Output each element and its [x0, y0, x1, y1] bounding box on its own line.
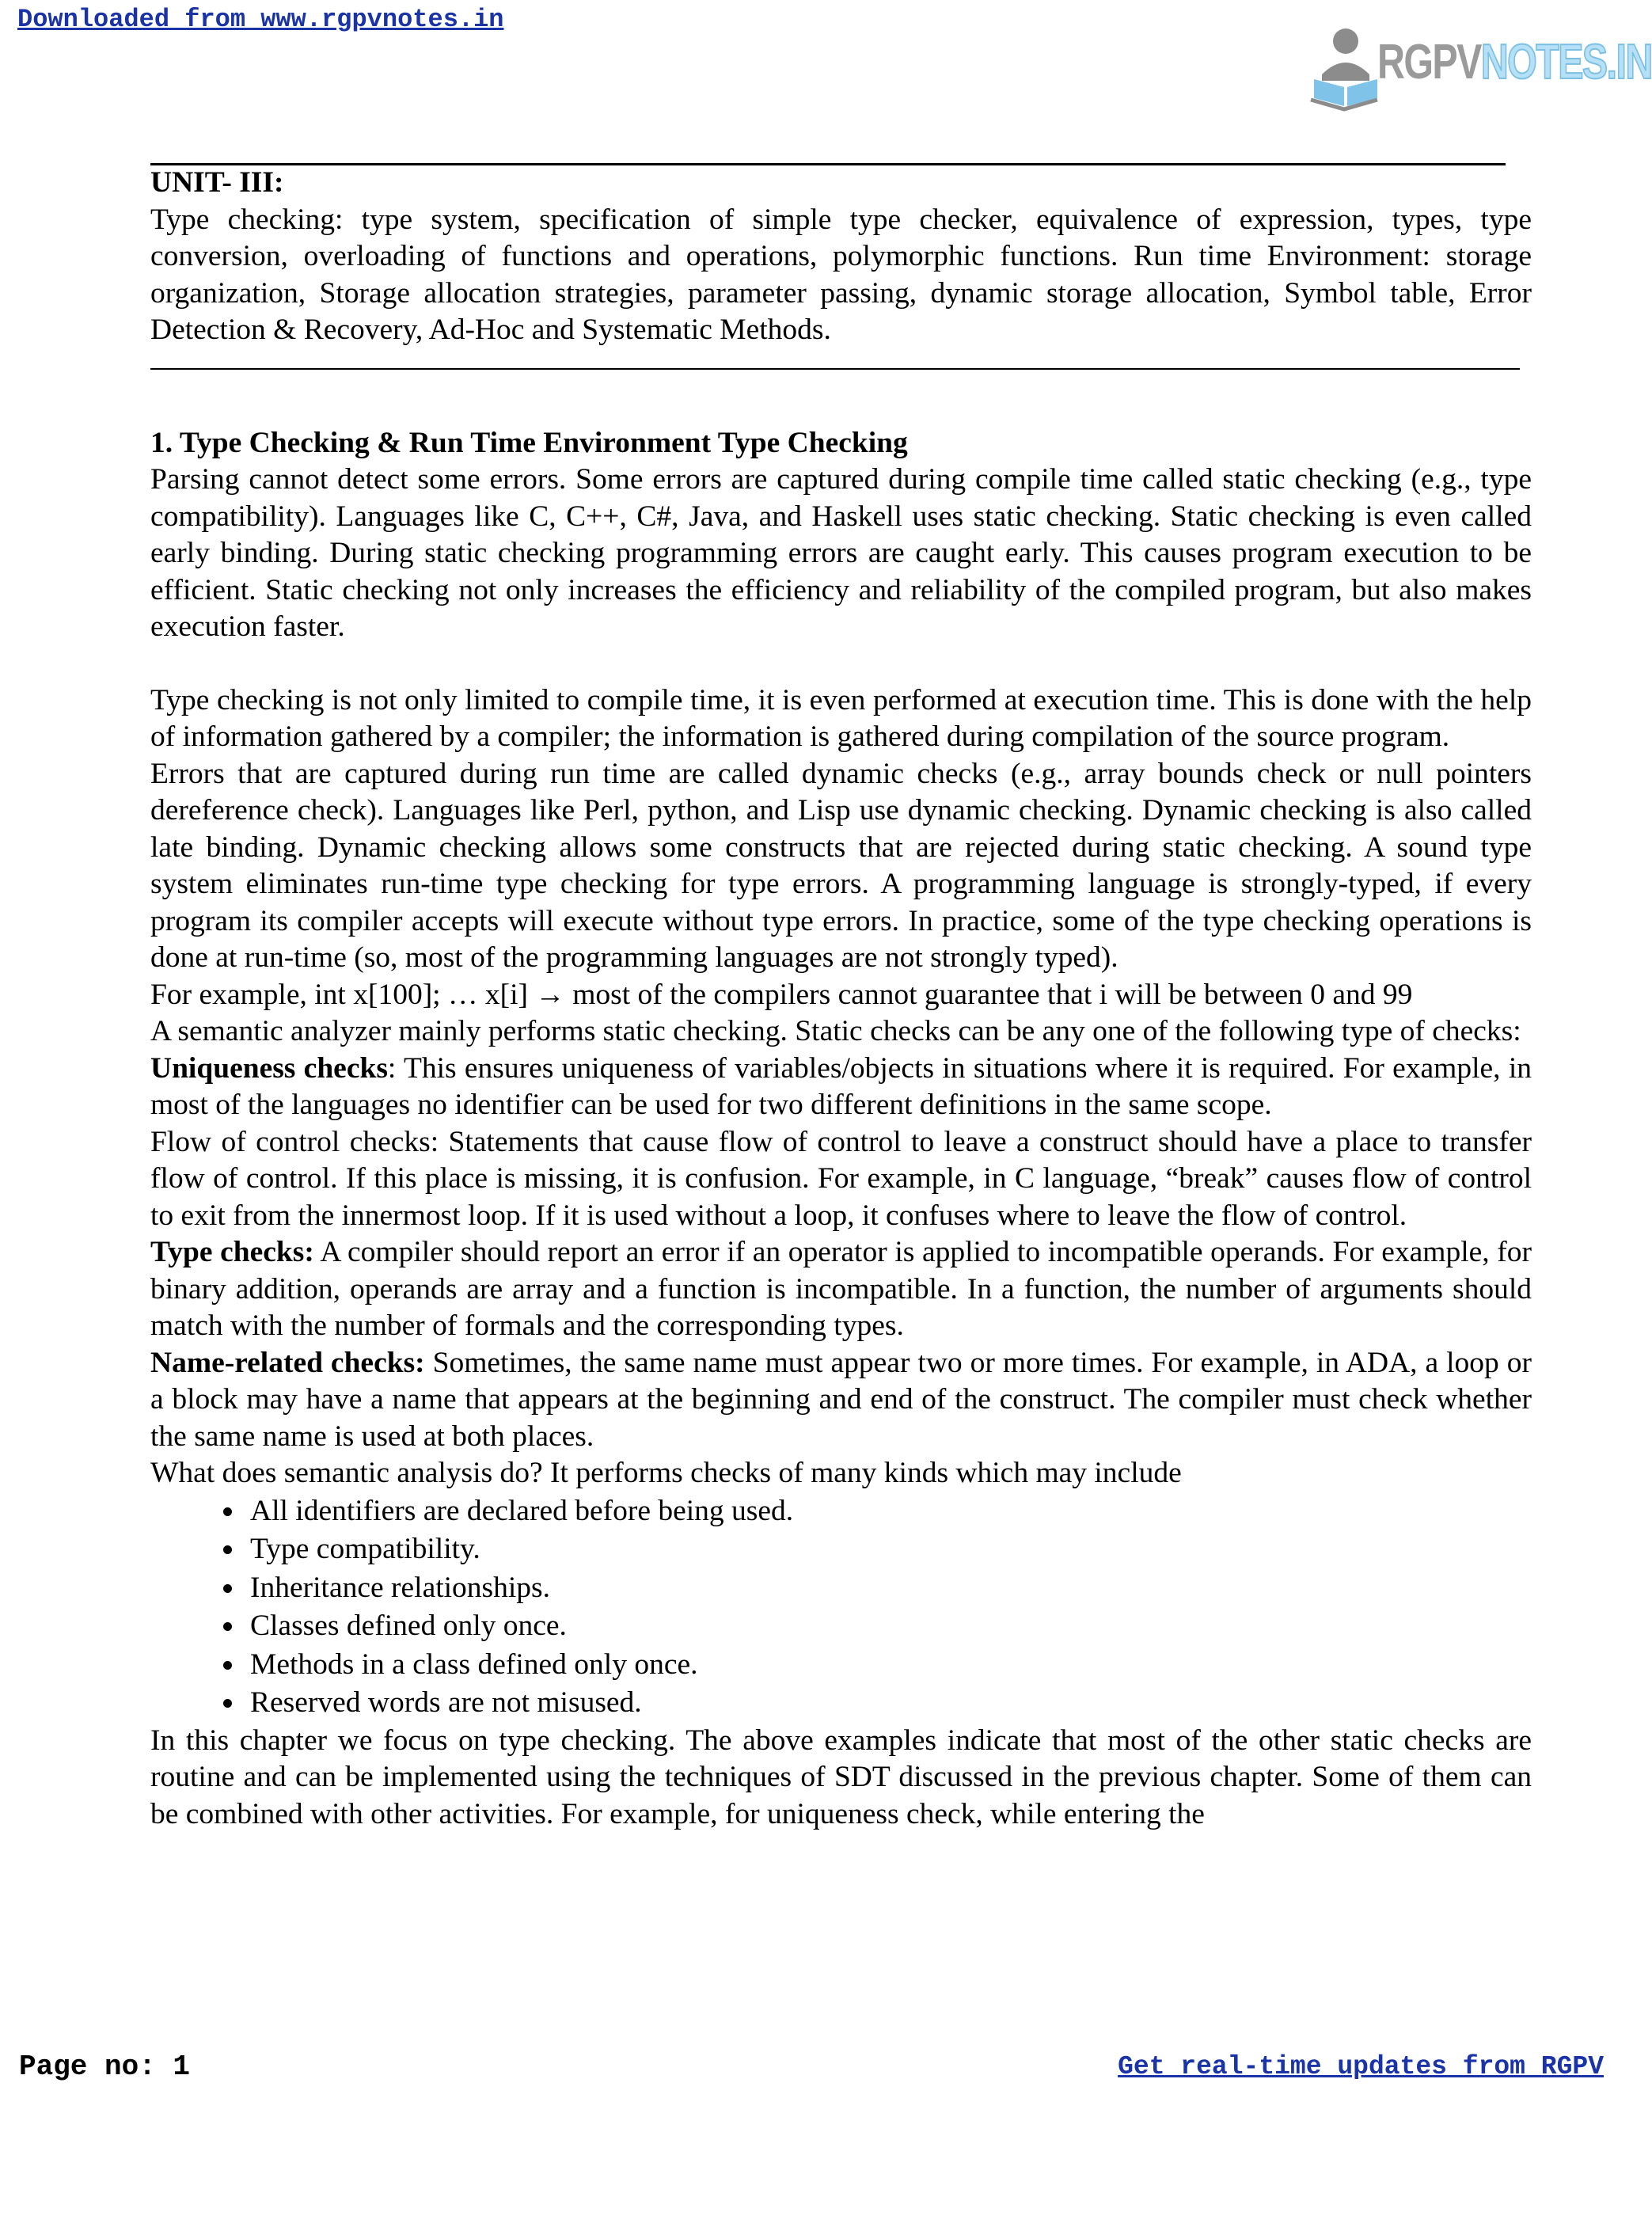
paragraph-static-checking: Parsing cannot detect some errors. Some errors are captured during compile time called static checking (e.g., type compatibility). Languages like C, C++, C#, Java, and Haskell uses static checking. Static checking is even called early binding. During static checking programming errors are caught early. This causes program execution to be efficient. Static checking not only increases the efficiency and reliability of the compiled program, but also makes execution faster.	[150, 463, 1532, 643]
paragraph-question: What does semantic analysis do? It performs checks of many kinds which may include	[150, 1457, 1182, 1489]
unit-title: UNIT- III:	[150, 166, 284, 199]
page-number: Page no: 1	[19, 2050, 191, 2083]
rgpvnotes-logo	[1305, 24, 1652, 111]
name-checks-label: Name-related checks:	[150, 1346, 425, 1379]
list-item: • All identifiers are declared before being used.	[245, 1492, 1532, 1531]
list-item: • Type compatibility.	[245, 1530, 1532, 1569]
paragraph-dynamic-checks: Errors that are captured during run time are called dynamic checks (e.g., array bounds check or null pointers dereference check). Languages like Perl, python, and Lisp use dynamic checking. Dynamic checking is also called late binding. Dynamic checking allows some constructs that are rejected during static checking. A sound type system eliminates run-time type checking for type errors. A programming language is strongly-typed, if every program its compiler accepts will execute without type errors. In practice, some of the type checking operations is done at run-time (so, most of the programming languages are not strongly typed).	[150, 757, 1532, 974]
reader-person-icon	[1305, 24, 1384, 111]
syllabus-rule	[150, 368, 1520, 370]
paragraph-runtime-checking: Type checking is not only limited to compile time, it is even performed at execution time. This is done with the help of information gathered by a compiler; the information is gathered during compilation of the source program.	[150, 683, 1532, 753]
list-item: • Classes defined only once.	[245, 1607, 1532, 1646]
uniqueness-label: Uniqueness checks	[150, 1051, 388, 1085]
uniqueness-text: : This ensures uniqueness of variables/objects in situations where it is required. For example, in most of the languages no identifier can be used for two different definitions in the same scope.	[150, 1051, 1532, 1121]
paragraph-example: For example, int x[100]; … x[i] → most of the compilers cannot guarantee that i will be between 0 and 99	[150, 978, 1413, 1011]
paragraph-type-checks	[150, 1234, 1532, 1345]
paragraph-semantic-analyzer: A semantic analyzer mainly performs static checking. Static checks can be any one of the following type of checks:	[150, 1015, 1521, 1047]
updates-link[interactable]: Get real-time updates from RGPV	[1118, 2052, 1604, 2081]
semantic-checks-list	[150, 1492, 1532, 1723]
type-checks-label: Type checks:	[150, 1236, 314, 1268]
list-item: • Reserved words are not misused.	[245, 1684, 1532, 1723]
paragraph-closing: In this chapter we focus on type checking. The above examples indicate that most of the other static checks are routine and can be implemented using the techniques of SDT discussed in the previous chapter. Some of them can be combined with other activities. For example, for uniqueness check, while entering the	[150, 1724, 1532, 1830]
document-body	[150, 165, 1532, 1833]
logo-wordmark: RGPVNOTES.IN	[1377, 35, 1652, 89]
type-checks-text: A compiler should report an error if an operator is applied to incompatible operands. For example, for binary addition, operands are array and a function is incompatible. In a function, the number of arguments should match with the number of formals and the corresponding types.	[150, 1236, 1532, 1342]
list-item: • Methods in a class defined only once.	[245, 1646, 1532, 1685]
list-item: • Inheritance relationships.	[245, 1569, 1532, 1608]
section-heading: 1. Type Checking & Run Time Environment Type Checking	[150, 426, 908, 459]
unit-syllabus: Type checking: type system, specification of simple type checker, equivalence of expression, types, type conversion, overloading of functions and operations, polymorphic functions. Run time Environment: storage organization, Storage allocation strategies, parameter passing, dynamic storage allocation, Symbol table, Error Detection & Recovery, Ad-Hoc and Systematic Methods.	[150, 203, 1532, 346]
paragraph-flow-checks: Flow of control checks: Statements that cause flow of control to leave a construct should have a place to transfer flow of control. If this place is missing, it is confusion. For example, in C language, “break” causes flow of control to exit from the innermost loop. If it is used without a loop, it confuses where to leave the flow of control.	[150, 1125, 1532, 1232]
download-link[interactable]: Downloaded from www.rgpvnotes.in	[17, 5, 504, 34]
name-checks-text: Sometimes, the same name must appear two or more times. For example, in ADA, a loop or a block may have a name that appears at the beginning and end of the construct. The compiler must check whether the same name is used at both places.	[150, 1346, 1532, 1453]
paragraph-uniqueness-checks	[150, 1051, 1532, 1124]
paragraph-name-checks	[150, 1345, 1532, 1456]
